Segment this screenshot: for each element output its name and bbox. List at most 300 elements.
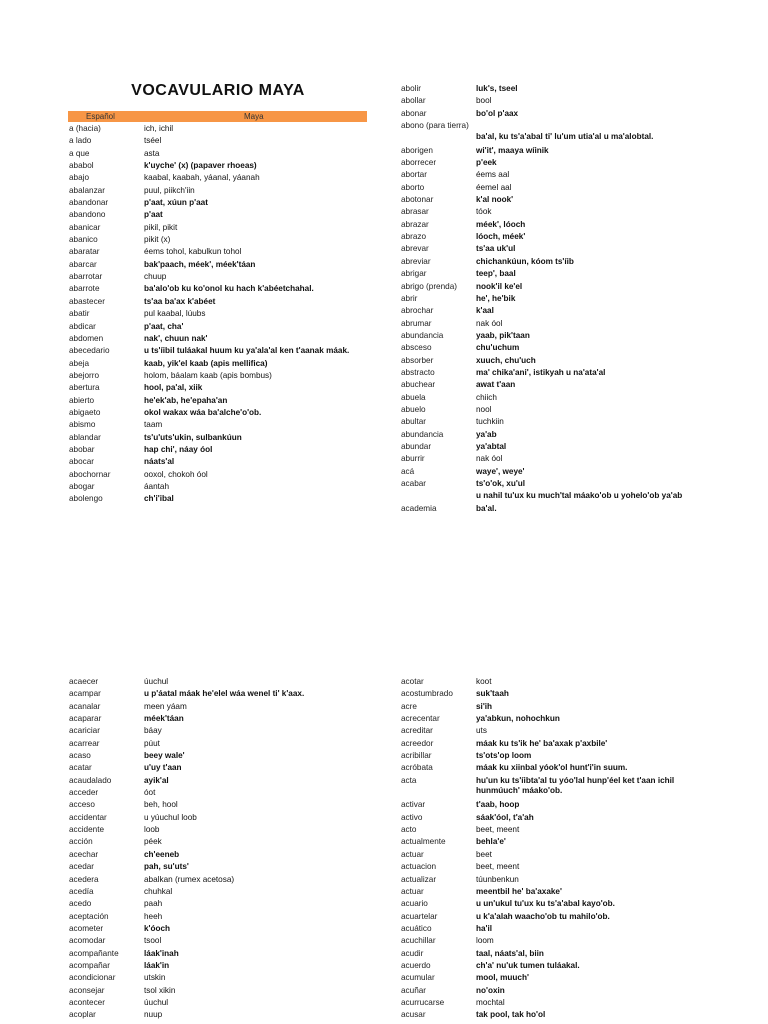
entry-row [401, 231, 731, 243]
maya-translation: méek', lóoch [476, 219, 526, 229]
entry-row [69, 271, 369, 283]
spanish-term: abarcar [69, 259, 97, 269]
header-maya: Maya [244, 112, 264, 121]
maya-translation: utskin [144, 973, 166, 983]
column-header-bar [68, 111, 367, 122]
entry-row [401, 738, 731, 750]
maya-translation: koot [476, 677, 492, 686]
maya-translation: mool, muuch' [476, 973, 529, 983]
spanish-term: actuar [401, 886, 424, 896]
entry-row [401, 886, 731, 898]
spanish-term: abismo [69, 420, 96, 430]
entry-row [69, 985, 389, 997]
entry-row [401, 688, 731, 700]
spanish-term: acceder [69, 788, 99, 798]
entry-row [401, 775, 731, 800]
entry-row [69, 960, 389, 972]
entry-row [69, 688, 389, 700]
spanish-term: acedar [69, 862, 95, 872]
entry-row [69, 432, 369, 444]
spanish-term: acondicionar [69, 973, 116, 983]
maya-translation: éemel aal [476, 182, 512, 192]
maya-translation: taal, náats'al, biin [476, 948, 544, 958]
entry-row [69, 713, 389, 725]
entry-row [69, 1009, 389, 1021]
maya-translation: yaab, pik'taan [476, 330, 530, 340]
entry-row [69, 419, 369, 431]
entry-row [401, 985, 731, 997]
spanish-term: ablandar [69, 432, 101, 442]
maya-translation: u yúuchul loob [144, 812, 197, 822]
spanish-term: acontecer [69, 997, 105, 1007]
maya-translation: abalkan (rumex acetosa) [144, 874, 235, 884]
maya-translation: hool, pa'al, xiik [144, 383, 203, 393]
spanish-term: abanicar [69, 222, 101, 232]
maya-translation: pah, su'uts' [144, 862, 189, 872]
spanish-term: ababol [69, 161, 94, 171]
spanish-term: a lado [69, 136, 92, 146]
maya-translation: u nahil tu'ux ku much'tal máako'ob u yohelo'ob ya'ab [476, 491, 683, 501]
entry-row [401, 157, 731, 169]
maya-translation: ts'o'ok, xu'ul [476, 479, 526, 488]
entry-row [69, 456, 369, 468]
spanish-term: abstracto [401, 367, 435, 377]
entry-row [69, 861, 389, 873]
maya-translation: paah [144, 899, 163, 909]
entry-row [401, 762, 731, 774]
maya-translation: bo'ol p'aax [476, 108, 519, 118]
maya-translation: púut [144, 738, 160, 748]
maya-translation: ts'aa uk'ul [476, 244, 516, 254]
maya-translation: heeh [144, 911, 163, 921]
entry-row [401, 898, 731, 910]
spanish-term: abrazar [401, 219, 429, 229]
maya-translation: máak ku xiinbal yóok'ol hunt'i'in suum. [476, 763, 628, 773]
maya-translation: nak', chuun nak' [144, 333, 208, 343]
entry-row [401, 83, 731, 95]
entry-row [69, 246, 369, 258]
maya-translation: ts'ots'op loom [476, 751, 532, 761]
entry-row [401, 701, 731, 713]
maya-translation: asta [144, 148, 160, 158]
entry-row [401, 305, 731, 317]
maya-translation: suk'taah [476, 689, 509, 699]
entry-row [401, 145, 731, 157]
maya-translation: puul, piikch'iin [144, 185, 195, 195]
entry-row [401, 268, 731, 280]
spanish-term: acompañar [69, 960, 110, 970]
entry-row [401, 219, 731, 231]
entry-row [401, 281, 731, 293]
entry-row [69, 701, 389, 713]
spanish-term: aborto [401, 182, 425, 192]
maya-translation: nak óol [476, 318, 503, 328]
spanish-term: acuático [401, 923, 432, 933]
spanish-term: acuartelar [401, 911, 438, 921]
spanish-term: acrecentar [401, 714, 440, 724]
column-block-1 [69, 123, 369, 506]
maya-translation: loob [144, 825, 160, 835]
maya-translation: u k'a'alah waacho'ob tu mahilo'ob. [476, 911, 610, 921]
spanish-term: abarrote [69, 284, 100, 294]
spanish-term: abdomen [69, 333, 104, 343]
maya-translation: óot [144, 788, 156, 798]
spanish-term: acotar [401, 677, 424, 686]
spanish-term: absorber [401, 355, 434, 365]
entry-row [69, 283, 369, 295]
maya-translation: ch'eeneb [144, 849, 180, 859]
maya-translation: ya'abtal [476, 441, 507, 451]
maya-translation: náats'al [144, 457, 175, 467]
entry-row [69, 296, 369, 308]
maya-translation: p'aat [144, 210, 163, 220]
maya-translation: ayik'al [144, 775, 169, 785]
maya-translation: teep', baal [476, 269, 516, 279]
entry-row [401, 404, 731, 416]
spanish-term: a que [69, 148, 90, 158]
entry-row [69, 676, 389, 688]
spanish-term: actualmente [401, 837, 446, 847]
entry-row [401, 206, 731, 218]
maya-translation: ha'il [476, 923, 493, 933]
spanish-term: acumular [401, 973, 435, 983]
maya-translation: u p'áatal máak he'elel wáa wenel ti' k'aax. [144, 689, 305, 699]
maya-translation: ich, ichil [144, 124, 174, 133]
maya-translation: chuhkal [144, 886, 173, 896]
maya-translation: tsol xikin [144, 985, 176, 995]
entry-row [401, 355, 731, 367]
maya-translation: ba'alo'ob ku ko'onol ku hach k'abéetchahal. [144, 284, 314, 294]
spanish-term: abejorro [69, 370, 100, 380]
maya-translation: beet, meent [476, 862, 520, 872]
entry-row [69, 407, 369, 419]
maya-translation: úuchul [144, 677, 169, 686]
entry-row [401, 182, 731, 194]
spanish-term: abolir [401, 84, 422, 93]
entry-row [69, 799, 389, 811]
maya-translation: bool [476, 96, 492, 106]
maya-translation: pul kaabal, lúubs [144, 309, 206, 319]
maya-translation: úuchul [144, 997, 169, 1007]
maya-translation: nook'il ke'el [476, 281, 523, 291]
spanish-term: abocar [69, 457, 95, 467]
maya-translation: he'ek'ab, he'epaha'an [144, 395, 228, 405]
spanish-term: abrochar [401, 306, 434, 316]
maya-translation: no'oxin [476, 985, 505, 995]
spanish-term: abanico [69, 235, 98, 245]
maya-translation: bak'paach, méek', méek'táan [144, 259, 256, 269]
entry-row [69, 135, 369, 147]
spanish-term: acuario [401, 899, 428, 909]
spanish-term: actuacion [401, 862, 437, 872]
maya-translation: k'aal [476, 306, 494, 316]
entry-row [401, 812, 731, 824]
entry-row [69, 886, 389, 898]
spanish-term: acedera [69, 874, 99, 884]
maya-translation: u'uy t'aan [144, 763, 182, 773]
maya-translation: beh, hool [144, 800, 178, 810]
entry-row [401, 169, 731, 181]
entry-row [401, 367, 731, 379]
spanish-term: acatar [69, 763, 92, 773]
maya-translation: ba'al. [476, 503, 497, 513]
maya-translation: áantah [144, 481, 170, 491]
entry-row [401, 243, 731, 255]
entry-row [401, 960, 731, 972]
spanish-term: acuñar [401, 985, 427, 995]
spanish-term: abuela [401, 392, 426, 402]
maya-translation: luk's, tseel [476, 84, 518, 93]
spanish-term: abandonar [69, 198, 109, 208]
entry-row [69, 836, 389, 848]
column-block-3 [69, 676, 389, 1022]
maya-translation: loom [476, 936, 494, 946]
entry-row [69, 382, 369, 394]
maya-translation: nuup [144, 1010, 163, 1020]
maya-translation: éems tohol, kabulkun tohol [144, 247, 242, 257]
maya-translation: holom, báalam kaab (apis bombus) [144, 370, 272, 380]
entry-row [69, 493, 369, 505]
maya-translation: hap chi', náay óol [144, 444, 213, 454]
maya-translation: kaab, yik'el kaab (apis mellifica) [144, 358, 268, 368]
entry-row [401, 342, 731, 354]
spanish-term: abuchear [401, 380, 436, 390]
spanish-term: abrevar [401, 244, 429, 254]
maya-translation: sáak'óol, t'a'ah [476, 812, 534, 822]
maya-translation: chiich [476, 392, 497, 402]
maya-translation: báay [144, 726, 162, 736]
spanish-term: acomodar [69, 936, 106, 946]
spanish-term: abalanzar [69, 185, 105, 195]
entry-row [69, 172, 369, 184]
entry-row [69, 898, 389, 910]
entry-row [401, 1009, 731, 1021]
header-espanol: Español [86, 112, 115, 121]
entry-row [69, 935, 389, 947]
entry-row [401, 799, 731, 811]
entry-row [69, 469, 369, 481]
maya-translation: chuup [144, 272, 167, 282]
entry-row [401, 379, 731, 391]
entry-row [401, 293, 731, 305]
entry-row [401, 948, 731, 960]
entry-row [69, 972, 389, 984]
entry-row [401, 750, 731, 762]
spanish-term: aburrir [401, 454, 425, 464]
maya-translation: éems aal [476, 170, 510, 180]
maya-translation: tóok [476, 207, 492, 217]
maya-translation: p'eek [476, 158, 497, 168]
entry-row [69, 775, 389, 787]
spanish-term: acto [401, 825, 417, 835]
spanish-term: actualizar [401, 874, 437, 884]
spanish-term: abajo [69, 173, 90, 183]
spanish-term: abrigar [401, 269, 427, 279]
spanish-term: abrazo [401, 232, 427, 242]
maya-translation: k'óoch [144, 923, 171, 933]
entry-row [401, 923, 731, 935]
entry-row [401, 824, 731, 836]
spanish-term: abultar [401, 417, 427, 427]
spanish-term: accidente [69, 825, 105, 835]
spanish-term: absceso [401, 343, 432, 353]
entry-row [69, 197, 369, 209]
maya-translation: lóoch, méek' [476, 232, 526, 242]
entry-row [69, 738, 389, 750]
entry-row [401, 256, 731, 268]
maya-translation: ts'aa ba'ax k'abéet [144, 296, 216, 306]
spanish-term: acuchillar [401, 936, 436, 946]
maya-translation: kaabal, kaabah, yáanal, yáanah [144, 173, 260, 183]
spanish-term: abastecer [69, 296, 105, 306]
entry-row [69, 849, 389, 861]
entry-row [69, 185, 369, 197]
entry-row [69, 911, 389, 923]
maya-translation: láak'inah [144, 948, 179, 958]
entry-row [401, 676, 731, 688]
entry-row [401, 861, 731, 873]
entry-row [401, 874, 731, 886]
entry-row [69, 725, 389, 737]
maya-translation: pikil, pikit [144, 222, 178, 232]
maya-translation: uts [476, 726, 487, 736]
maya-translation: beet [476, 849, 492, 859]
column-block-4 [401, 676, 731, 1022]
maya-translation: tak pool, tak ho'ol [476, 1010, 546, 1020]
spanish-term: abono (para tierra) [401, 121, 469, 131]
spanish-term: abollar [401, 96, 426, 106]
maya-translation: u ts'íibil tuláakal huum ku ya'ala'al ken t'aanak máak. [144, 346, 350, 356]
entry-row [401, 972, 731, 984]
entry-row [401, 836, 731, 848]
spanish-term: abundancia [401, 429, 444, 439]
maya-translation: tuchkiin [476, 417, 504, 427]
entry-row [401, 416, 731, 428]
spanish-term: abrasar [401, 207, 429, 217]
spanish-term: abortar [401, 170, 427, 180]
entry-row [69, 824, 389, 836]
spanish-term: abuelo [401, 404, 426, 414]
spanish-term: aborigen [401, 145, 433, 155]
maya-translation: tséel [144, 136, 162, 146]
entry-row [69, 222, 369, 234]
spanish-term: acaecer [69, 677, 99, 686]
entry-row [69, 874, 389, 886]
maya-translation: ya'abkun, nohochkun [476, 714, 560, 724]
maya-translation: chichankúun, kóom ts'íib [476, 256, 574, 266]
entry-row [69, 209, 369, 221]
maya-translation: ba'al, ku ts'a'abal ti' lu'um utia'al u ma'alobtal. [476, 132, 654, 142]
entry-row [69, 750, 389, 762]
maya-translation: wi'it', maaya wíinik [476, 145, 549, 155]
maya-translation: ch'a' nu'uk tumen tuláakal. [476, 960, 580, 970]
spanish-term: acá [401, 466, 415, 476]
maya-translation: nak óol [476, 454, 503, 464]
entry-row [69, 148, 369, 160]
maya-translation: si'ih [476, 701, 493, 711]
entry-row [69, 997, 389, 1009]
maya-translation: chu'uchum [476, 343, 520, 353]
maya-translation: ma' chika'ani', istikyah u na'ata'al [476, 367, 606, 377]
spanish-term: abotonar [401, 195, 434, 205]
maya-translation: ya'ab [476, 429, 497, 439]
spanish-term: acribillar [401, 751, 432, 761]
entry-row [401, 997, 731, 1009]
entry-row [401, 330, 731, 342]
spanish-term: acanalar [69, 701, 101, 711]
entry-row [401, 503, 731, 515]
entry-row [69, 444, 369, 456]
entry-row [401, 194, 731, 206]
entry-row [401, 429, 731, 441]
entry-row [69, 762, 389, 774]
spanish-term: acampar [69, 689, 101, 699]
entry-row [69, 370, 369, 382]
spanish-term: aconsejar [69, 985, 105, 995]
maya-translation: behla'e' [476, 837, 506, 847]
maya-translation: t'aab, hoop [476, 800, 520, 810]
spanish-term: activar [401, 800, 426, 810]
spanish-term: acre [401, 701, 417, 711]
entry-row [401, 108, 731, 120]
spanish-term: acedía [69, 886, 94, 896]
entry-row [401, 849, 731, 861]
maya-translation: meen yáam [144, 701, 187, 711]
spanish-term: abrir [401, 293, 418, 303]
maya-translation: tsool [144, 936, 162, 946]
maya-translation: waye', weye' [476, 466, 525, 476]
maya-translation: mochtal [476, 997, 505, 1007]
maya-translation: okol wakax wáa ba'alche'o'ob. [144, 407, 262, 417]
spanish-term: aborrecer [401, 158, 437, 168]
spanish-term: activo [401, 812, 423, 822]
entry-row [69, 812, 389, 824]
spanish-term: acreditar [401, 726, 433, 736]
spanish-term: acometer [69, 923, 104, 933]
entry-row [69, 333, 369, 345]
spanish-term: abertura [69, 383, 100, 393]
spanish-term: acaso [69, 751, 91, 761]
entry-row [401, 725, 731, 737]
spanish-term: acompañante [69, 948, 119, 958]
maya-translation: p'aat, xúun p'aat [144, 198, 208, 208]
maya-translation: hu'un ku ts'íibta'al tu yóo'lal hunp'éel ket t'aan ichil hunmúuch' máako'ob. [476, 775, 675, 795]
maya-translation: méek'táan [144, 714, 184, 724]
spanish-term: abreviar [401, 256, 431, 266]
spanish-term: acostumbrado [401, 689, 453, 699]
entry-row [69, 358, 369, 370]
entry-row [69, 481, 369, 493]
spanish-term: acarrear [69, 738, 100, 748]
maya-translation: beet, meent [476, 825, 520, 835]
maya-translation: k'uyche' (x) (papaver rhoeas) [144, 161, 257, 171]
entry-row [401, 713, 731, 725]
spanish-term: abierto [69, 395, 95, 405]
maya-translation: nool [476, 404, 492, 414]
spanish-term: abundar [401, 441, 432, 451]
spanish-term: acechar [69, 849, 99, 859]
maya-translation: pikit (x) [144, 235, 171, 245]
entry-row [401, 911, 731, 923]
maya-translation: beey wale' [144, 751, 185, 761]
page-title: VOCAVULARIO MAYA [131, 82, 305, 99]
spanish-term: acabar [401, 479, 427, 488]
entry-row [69, 321, 369, 333]
spanish-term: accidentar [69, 812, 107, 822]
spanish-term: abatir [69, 309, 90, 319]
column-block-2 [401, 83, 731, 515]
spanish-term: actuar [401, 849, 424, 859]
